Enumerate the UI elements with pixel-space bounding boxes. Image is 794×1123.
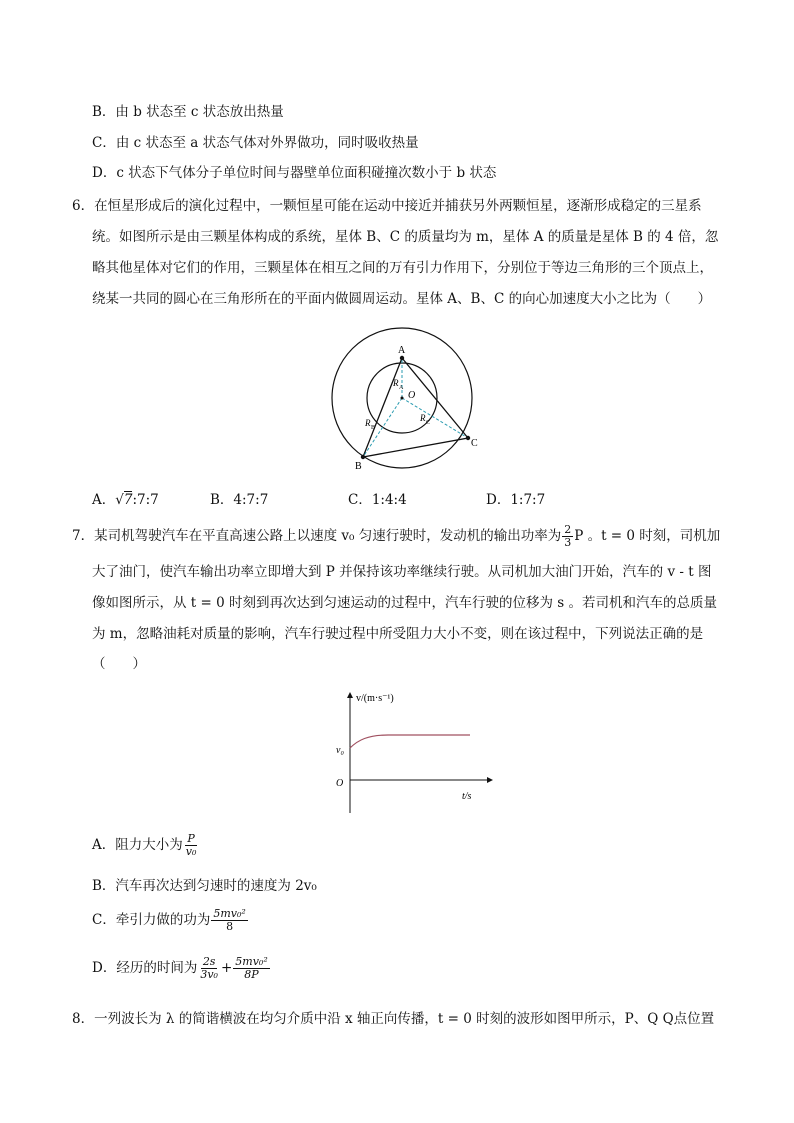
label-b: B (355, 461, 362, 472)
q6-stem-line-2: 统。如图所示是由三颗星体构成的系统，星体 B、C 的质量均为 m，星体 A 的质量是星体 B 的 4 倍，忽 (92, 229, 719, 245)
fraction-numerator: 5mv₀² (213, 907, 246, 920)
q5-option-b: B．由 b 状态至 c 状态放出热量 (92, 104, 284, 120)
x-axis-label: t/s (462, 791, 472, 802)
v0-label: v₀ (336, 745, 344, 756)
fraction-numerator: 5mv₀² (235, 955, 268, 968)
q7-stem-line-2: 大了油门，使汽车输出功率立即增大到 P 并保持该功率继续行驶。从司机加大油门开始，汽车的 v - t 图 (92, 564, 712, 580)
label-rb-sub: B (371, 425, 376, 431)
q6-figure (320, 320, 500, 475)
q7-vt-graph (330, 685, 500, 820)
origin-label: O (336, 778, 344, 789)
q7-stem-line-4: 为 m，忽略油耗对质量的影响，汽车行驶过程中所受阻力大小不变，则在该过程中，下列说法正确的是 (92, 626, 704, 642)
q7-option-d-fraction-1 (198, 956, 220, 981)
q6-option-c: C．1:4:4 (348, 492, 407, 508)
fraction-numerator: P (187, 832, 195, 845)
q7-option-c (92, 908, 249, 933)
q7-option-a-fraction (184, 833, 199, 858)
q7-option-d-text: D．经历的时间为 (92, 960, 198, 976)
q7-stem-line-3: 像如图所示，从 t = 0 时刻到再次达到匀速运动的过程中，汽车行驶的位移为 s 。若司机和汽车的总质量 (92, 595, 717, 611)
q7-option-c-fraction (211, 908, 247, 933)
q6-option-a-rest: :7:7 (132, 492, 159, 508)
q7-power-fraction (562, 524, 573, 549)
q7-option-d (92, 956, 271, 981)
q6-option-b: B．4:7:7 (210, 492, 269, 508)
q7-stem-line-1-b: P 。t = 0 时刻，司机加 (574, 528, 721, 544)
fraction-numerator: 2s (202, 955, 216, 968)
fraction-denominator: 8P (244, 968, 259, 981)
plus-sign: + (220, 960, 233, 976)
q7-option-d-fraction-2 (233, 956, 269, 981)
velocity-curve (350, 735, 470, 748)
label-c: C (471, 438, 478, 449)
q5-option-c: C．由 c 状态至 a 状态气体对外界做功，同时吸收热量 (92, 135, 419, 151)
q7-stem-line-1-a: 7．某司机驾驶汽车在平直高速公路上以速度 v₀ 匀速行驶时，发动机的输出功率为 (72, 528, 562, 544)
q7-option-c-text: C．牵引力做的功为 (92, 912, 211, 928)
fraction-denominator: 3 (564, 536, 572, 549)
center-o-dot (401, 397, 404, 400)
label-rc: R (420, 413, 426, 423)
star-a-dot (400, 356, 404, 360)
q6-option-a-sqrt: 7 (123, 492, 133, 508)
star-c-dot (466, 436, 470, 440)
q6-stem-line-4: 绕某一共同的圆心在三角形所在的平面内做圆周运动。星体 A、B、C 的向心加速度大小之比为（ ） (92, 291, 712, 307)
q7-option-b: B．汽车再次达到匀速时的速度为 2v₀ (92, 878, 317, 894)
fraction-numerator: 2 (564, 523, 572, 536)
label-rc-sub: C (426, 420, 431, 426)
q7-option-a (92, 833, 199, 858)
fraction-denominator: 8 (226, 920, 234, 933)
q6-option-d: D．1:7:7 (486, 492, 546, 508)
label-ra-sub: A (399, 385, 404, 391)
label-o: O (408, 390, 416, 401)
q7-stem-line-5: （ ） (92, 656, 146, 672)
q6-stem-line-3: 略其他星体对它们的作用，三颗星体在相互之间的万有引力作用下，分别位于等边三角形的三个顶点上， (92, 260, 713, 276)
q8-stem-line-1: 8．一列波长为 λ 的简谐横波在均匀介质中沿 x 轴正向传播，t = 0 时刻的波形如图甲所示，P、Q Q点位置 (72, 1011, 715, 1027)
equilateral-triangle (363, 358, 468, 457)
q6-stem-line-1: 6．在恒星形成后的演化过程中，一颗恒星可能在运动中接近并捕获另外两颗恒星，逐渐形成稳定的三星系 (72, 198, 702, 214)
q5-option-d: D．c 状态下气体分子单位时间与器壁单位面积碰撞次数小于 b 状态 (92, 165, 497, 181)
y-axis-label: v/(m·s⁻¹) (356, 693, 394, 704)
label-ra: R (393, 378, 399, 388)
q7-option-a-text: A．阻力大小为 (92, 837, 183, 853)
label-a: A (398, 345, 406, 356)
star-b-dot (361, 455, 365, 459)
q6-option-a (92, 488, 159, 508)
q6-option-a-prefix: A． (92, 492, 116, 508)
fraction-denominator: 3v₀ (200, 968, 218, 981)
sqrt-symbol: √ (115, 492, 124, 508)
fraction-denominator: v₀ (185, 845, 197, 858)
label-rb: R (365, 418, 371, 428)
q7-stem-line-1 (72, 524, 720, 549)
